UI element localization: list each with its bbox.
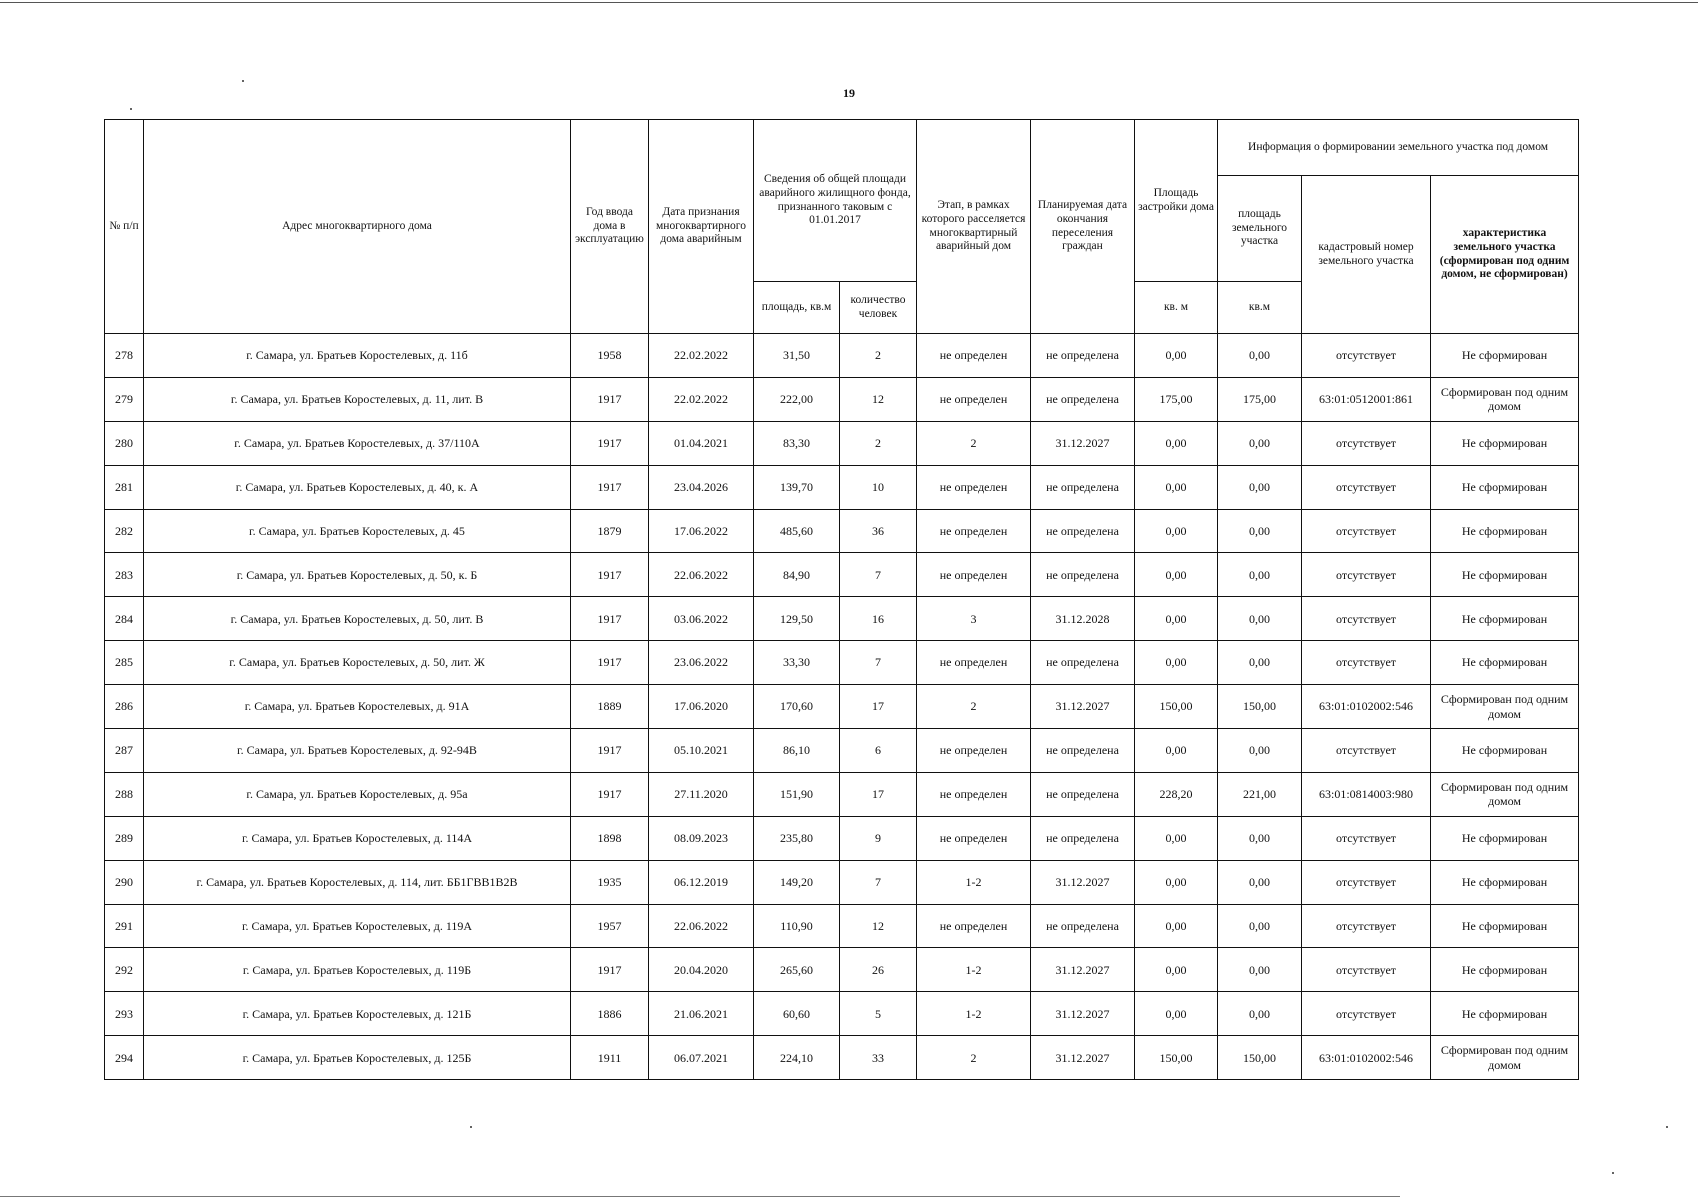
row-area: 110,90 [754,904,840,948]
row-people: 33 [840,1036,917,1080]
row-stage: не определен [917,509,1031,553]
row-land-area: 0,00 [1218,992,1302,1036]
row-date-recognized: 01.04.2021 [649,421,754,465]
row-stage: 1-2 [917,992,1031,1036]
row-date-recognized: 27.11.2020 [649,772,754,816]
row-year: 1917 [571,421,649,465]
row-people: 10 [840,465,917,509]
row-building-area: 0,00 [1135,334,1218,378]
row-year: 1879 [571,509,649,553]
row-number: 290 [105,860,144,904]
row-land-area: 0,00 [1218,816,1302,860]
row-building-area: 0,00 [1135,816,1218,860]
row-date-recognized: 05.10.2021 [649,729,754,773]
row-people: 5 [840,992,917,1036]
row-building-area: 150,00 [1135,1036,1218,1080]
row-number: 280 [105,421,144,465]
row-year: 1917 [571,948,649,992]
row-date-recognized: 20.04.2020 [649,948,754,992]
header-land-area: площадь земельного участка [1218,176,1302,282]
table-row [105,948,1579,992]
row-address: г. Самара, ул. Братьев Коростелевых, д. 119Б [144,948,571,992]
scan-speck [1612,1172,1614,1174]
row-planned-date: 31.12.2027 [1031,948,1135,992]
header-cadastral: кадастровый номер земельного участка [1302,176,1431,334]
row-land-area: 0,00 [1218,334,1302,378]
table-row [105,1036,1579,1080]
row-building-area: 0,00 [1135,553,1218,597]
row-address: г. Самара, ул. Братьев Коростелевых, д. 50, лит. В [144,597,571,641]
row-date-recognized: 06.12.2019 [649,860,754,904]
row-land-area: 0,00 [1218,509,1302,553]
table-row [105,553,1579,597]
row-number: 292 [105,948,144,992]
row-area: 485,60 [754,509,840,553]
row-planned-date: не определена [1031,465,1135,509]
row-number: 286 [105,685,144,729]
row-area: 86,10 [754,729,840,773]
row-cadastral: 63:01:0102002:546 [1302,1036,1431,1080]
row-date-recognized: 21.06.2021 [649,992,754,1036]
header-building-area-unit: кв. м [1135,282,1218,334]
table-body [105,334,1579,1080]
row-address: г. Самара, ул. Братьев Коростелевых, д. 37/110А [144,421,571,465]
header-date-recognized: Дата признания многоквартирного дома аварийным [649,120,754,334]
row-people: 6 [840,729,917,773]
row-land-area: 0,00 [1218,948,1302,992]
row-cadastral: 63:01:0512001:861 [1302,377,1431,421]
table-row [105,816,1579,860]
row-date-recognized: 22.02.2022 [649,334,754,378]
scan-speck [130,108,132,110]
row-cadastral: отсутствует [1302,597,1431,641]
row-address: г. Самара, ул. Братьев Коростелевых, д. 121Б [144,992,571,1036]
row-area: 235,80 [754,816,840,860]
row-area: 149,20 [754,860,840,904]
row-land-area: 0,00 [1218,641,1302,685]
table-row [105,772,1579,816]
row-land-area: 150,00 [1218,685,1302,729]
row-stage: 1-2 [917,860,1031,904]
row-building-area: 0,00 [1135,641,1218,685]
row-date-recognized: 08.09.2023 [649,816,754,860]
row-address: г. Самара, ул. Братьев Коростелевых, д. 119А [144,904,571,948]
row-building-area: 0,00 [1135,904,1218,948]
row-land-status: Не сформирован [1431,729,1579,773]
row-date-recognized: 22.02.2022 [649,377,754,421]
header-building-area: Площадь застройки дома [1135,120,1218,282]
row-stage: 2 [917,421,1031,465]
row-people: 12 [840,904,917,948]
row-year: 1886 [571,992,649,1036]
row-stage: не определен [917,641,1031,685]
row-cadastral: отсутствует [1302,948,1431,992]
row-cadastral: 63:01:0814003:980 [1302,772,1431,816]
row-cadastral: отсутствует [1302,816,1431,860]
table-row [105,465,1579,509]
row-cadastral: отсутствует [1302,904,1431,948]
row-land-status: Сформирован под одним домом [1431,772,1579,816]
row-people: 2 [840,334,917,378]
row-land-area: 0,00 [1218,860,1302,904]
row-area: 31,50 [754,334,840,378]
row-stage: 2 [917,685,1031,729]
row-people: 7 [840,641,917,685]
row-year: 1917 [571,465,649,509]
row-building-area: 0,00 [1135,860,1218,904]
row-stage: не определен [917,729,1031,773]
row-building-area: 175,00 [1135,377,1218,421]
row-cadastral: отсутствует [1302,641,1431,685]
row-land-status: Сформирован под одним домом [1431,377,1579,421]
row-date-recognized: 22.06.2022 [649,904,754,948]
header-land-status: характеристика земельного участка (сформирован под одним домом, не сформирован) [1431,176,1579,334]
row-area: 60,60 [754,992,840,1036]
row-cadastral: отсутствует [1302,553,1431,597]
row-number: 284 [105,597,144,641]
row-number: 278 [105,334,144,378]
header-fund-info: Сведения об общей площади аварийного жилищного фонда, признанного таковым с 01.01.2017 [754,120,917,282]
row-planned-date: не определена [1031,377,1135,421]
row-year: 1917 [571,597,649,641]
row-year: 1898 [571,816,649,860]
row-number: 288 [105,772,144,816]
row-land-status: Не сформирован [1431,421,1579,465]
row-planned-date: 31.12.2027 [1031,1036,1135,1080]
row-planned-date: 31.12.2028 [1031,597,1135,641]
header-people-count: количество человек [840,282,917,334]
row-address: г. Самара, ул. Братьев Коростелевых, д. 92-94В [144,729,571,773]
row-address: г. Самара, ул. Братьев Коростелевых, д. 40, к. А [144,465,571,509]
row-cadastral: отсутствует [1302,465,1431,509]
row-number: 279 [105,377,144,421]
row-planned-date: не определена [1031,729,1135,773]
row-land-area: 0,00 [1218,597,1302,641]
row-planned-date: не определена [1031,641,1135,685]
row-people: 12 [840,377,917,421]
row-address: г. Самара, ул. Братьев Коростелевых, д. 125Б [144,1036,571,1080]
row-land-area: 175,00 [1218,377,1302,421]
row-land-status: Не сформирован [1431,334,1579,378]
row-stage: 3 [917,597,1031,641]
row-land-area: 221,00 [1218,772,1302,816]
row-cadastral: отсутствует [1302,992,1431,1036]
table-row [105,641,1579,685]
emergency-housing-table [104,119,1579,1080]
row-land-area: 0,00 [1218,553,1302,597]
row-year: 1917 [571,553,649,597]
table-row [105,729,1579,773]
row-number: 285 [105,641,144,685]
row-number: 287 [105,729,144,773]
row-people: 17 [840,772,917,816]
row-land-status: Не сформирован [1431,992,1579,1036]
row-planned-date: 31.12.2027 [1031,685,1135,729]
row-date-recognized: 23.06.2022 [649,641,754,685]
row-area: 222,00 [754,377,840,421]
row-date-recognized: 22.06.2022 [649,553,754,597]
row-stage: 1-2 [917,948,1031,992]
row-building-area: 0,00 [1135,509,1218,553]
table-row [105,860,1579,904]
table-row [105,334,1579,378]
row-people: 16 [840,597,917,641]
row-land-area: 150,00 [1218,1036,1302,1080]
row-area: 33,30 [754,641,840,685]
table-row [105,904,1579,948]
row-number: 282 [105,509,144,553]
row-area: 151,90 [754,772,840,816]
row-planned-date: не определена [1031,553,1135,597]
row-cadastral: отсутствует [1302,729,1431,773]
row-address: г. Самара, ул. Братьев Коростелевых, д. 11б [144,334,571,378]
row-people: 9 [840,816,917,860]
row-people: 26 [840,948,917,992]
row-people: 7 [840,860,917,904]
header-land-info: Информация о формировании земельного участка под домом [1218,120,1579,176]
row-address: г. Самара, ул. Братьев Коростелевых, д. 114, лит. ББ1ГВВ1В2В [144,860,571,904]
table-row [105,509,1579,553]
row-stage: не определен [917,772,1031,816]
row-date-recognized: 03.06.2022 [649,597,754,641]
row-number: 294 [105,1036,144,1080]
row-stage: не определен [917,904,1031,948]
row-year: 1917 [571,377,649,421]
row-land-status: Не сформирован [1431,597,1579,641]
row-stage: не определен [917,334,1031,378]
top-scan-rule [0,2,1698,3]
row-land-status: Не сформирован [1431,553,1579,597]
row-land-area: 0,00 [1218,465,1302,509]
row-year: 1935 [571,860,649,904]
header-address: Адрес многоквартирного дома [144,120,571,334]
row-land-area: 0,00 [1218,421,1302,465]
row-building-area: 0,00 [1135,421,1218,465]
row-address: г. Самара, ул. Братьев Коростелевых, д. 11, лит. В [144,377,571,421]
row-stage: не определен [917,377,1031,421]
row-cadastral: отсутствует [1302,509,1431,553]
row-building-area: 0,00 [1135,729,1218,773]
row-year: 1917 [571,772,649,816]
row-address: г. Самара, ул. Братьев Коростелевых, д. 114А [144,816,571,860]
table-row [105,992,1579,1036]
row-land-status: Не сформирован [1431,948,1579,992]
row-date-recognized: 17.06.2020 [649,685,754,729]
row-cadastral: отсутствует [1302,334,1431,378]
row-planned-date: 31.12.2027 [1031,860,1135,904]
row-stage: не определен [917,553,1031,597]
row-planned-date: не определена [1031,816,1135,860]
row-land-status: Не сформирован [1431,641,1579,685]
row-area: 129,50 [754,597,840,641]
row-number: 281 [105,465,144,509]
row-people: 36 [840,509,917,553]
scan-speck [1666,1126,1668,1128]
table-row [105,421,1579,465]
scan-speck [470,1126,472,1128]
row-land-status: Не сформирован [1431,816,1579,860]
table-header [105,120,1579,334]
row-date-recognized: 06.07.2021 [649,1036,754,1080]
row-planned-date: не определена [1031,772,1135,816]
row-area: 265,60 [754,948,840,992]
row-building-area: 0,00 [1135,992,1218,1036]
row-date-recognized: 23.04.2026 [649,465,754,509]
row-year: 1911 [571,1036,649,1080]
row-planned-date: не определена [1031,334,1135,378]
row-address: г. Самара, ул. Братьев Коростелевых, д. 50, к. Б [144,553,571,597]
header-year: Год ввода дома в эксплуатацию [571,120,649,334]
row-area: 170,60 [754,685,840,729]
row-building-area: 0,00 [1135,597,1218,641]
header-num: № п/п [105,120,144,334]
table-row [105,597,1579,641]
header-land-area-unit: кв.м [1218,282,1302,334]
row-land-status: Сформирован под одним домом [1431,685,1579,729]
row-address: г. Самара, ул. Братьев Коростелевых, д. 45 [144,509,571,553]
row-address: г. Самара, ул. Братьев Коростелевых, д. 50, лит. Ж [144,641,571,685]
header-stage: Этап, в рамках которого расселяется многоквартирный аварийный дом [917,120,1031,334]
row-cadastral: 63:01:0102002:546 [1302,685,1431,729]
row-year: 1917 [571,729,649,773]
row-number: 289 [105,816,144,860]
row-planned-date: 31.12.2027 [1031,421,1135,465]
row-land-status: Не сформирован [1431,509,1579,553]
header-planned-date: Планируемая дата окончания переселения граждан [1031,120,1135,334]
row-cadastral: отсутствует [1302,421,1431,465]
row-building-area: 0,00 [1135,948,1218,992]
row-building-area: 0,00 [1135,465,1218,509]
row-people: 7 [840,553,917,597]
table-row [105,377,1579,421]
row-year: 1917 [571,641,649,685]
row-date-recognized: 17.06.2022 [649,509,754,553]
row-building-area: 228,20 [1135,772,1218,816]
row-building-area: 150,00 [1135,685,1218,729]
header-area-sqm: площадь, кв.м [754,282,840,334]
row-people: 2 [840,421,917,465]
row-year: 1889 [571,685,649,729]
row-land-status: Не сформирован [1431,904,1579,948]
row-planned-date: не определена [1031,509,1135,553]
row-planned-date: 31.12.2027 [1031,992,1135,1036]
row-address: г. Самара, ул. Братьев Коростелевых, д. 91А [144,685,571,729]
row-area: 83,30 [754,421,840,465]
row-land-area: 0,00 [1218,904,1302,948]
row-cadastral: отсутствует [1302,860,1431,904]
row-number: 291 [105,904,144,948]
row-year: 1957 [571,904,649,948]
row-number: 283 [105,553,144,597]
row-land-area: 0,00 [1218,729,1302,773]
row-planned-date: не определена [1031,904,1135,948]
scan-speck [242,80,244,82]
row-area: 84,90 [754,553,840,597]
row-stage: 2 [917,1036,1031,1080]
row-stage: не определен [917,465,1031,509]
row-area: 224,10 [754,1036,840,1080]
row-people: 17 [840,685,917,729]
bottom-scan-rule [0,1196,1400,1197]
row-land-status: Сформирован под одним домом [1431,1036,1579,1080]
row-stage: не определен [917,816,1031,860]
row-land-status: Не сформирован [1431,860,1579,904]
row-address: г. Самара, ул. Братьев Коростелевых, д. 95а [144,772,571,816]
row-area: 139,70 [754,465,840,509]
page-number: 19 [843,86,855,100]
table-row [105,685,1579,729]
row-year: 1958 [571,334,649,378]
row-land-status: Не сформирован [1431,465,1579,509]
row-number: 293 [105,992,144,1036]
